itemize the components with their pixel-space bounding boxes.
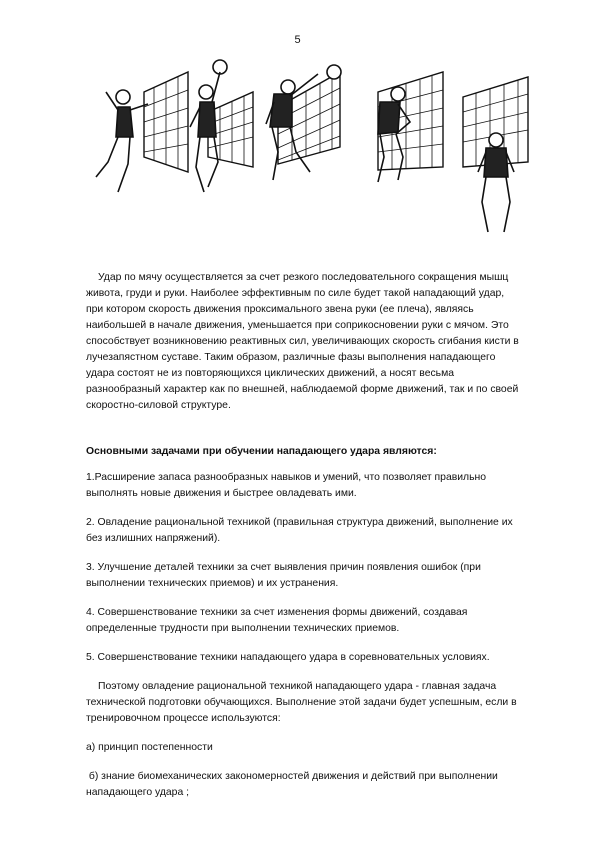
intro-line: разнообразный характер как по внешней, наблюдаемой форме движений, так и по своей — [86, 384, 519, 395]
principle-line: а) принцип постепенности — [86, 742, 213, 753]
task-line: 4. Совершенствование техники за счет изменения формы движений, создавая — [86, 607, 468, 618]
intro-line: наибольшей в начале движения, уменьшается при соприкосновении руки с мячом. Это — [86, 320, 509, 331]
principle-line: нападающего удара ; — [86, 787, 190, 798]
intro-line: удара состоят не из повторяющихся циклических движений, а носят весьма — [86, 368, 455, 379]
task-line: без излишних напряжений). — [86, 533, 221, 544]
tasks-section — [86, 444, 548, 814]
intro-line: лучезапястном суставе. Таким образом, различные фазы выполнения нападающего — [86, 352, 496, 363]
principle-b — [86, 769, 548, 801]
task-line: 2. Овладение рациональной техникой (правильная структура движений, выполнение их — [86, 517, 513, 528]
task-line: 3. Улучшение деталей техники за счет выявления причин появления ошибок (при — [86, 562, 481, 573]
task-line: определенные трудности при выполнении технических приемов. — [86, 623, 400, 634]
task-item — [86, 650, 548, 666]
player-3 — [266, 65, 341, 180]
task-line: 1.Расширение запаса разнообразных навыков и умений, что позволяет правильно — [86, 472, 487, 483]
task-item — [86, 470, 548, 502]
closing-line: тренировочном процессе используются: — [86, 713, 281, 724]
closing-line: Поэтому овладение рациональной техникой нападающего удара - главная задача — [98, 681, 497, 692]
intro-line: скоростно-силовой структуре. — [86, 400, 231, 411]
intro-line: при котором скорость движения проксимального звена руки (ее плеча), являясь — [86, 304, 474, 315]
task-item — [86, 560, 548, 592]
player-1 — [96, 90, 148, 192]
volleyball-attack-illustration — [78, 52, 538, 242]
net-1 — [144, 72, 188, 172]
task-line: выполнении технических приемов) и их устранения. — [86, 578, 339, 589]
tasks-heading: Основными задачами при обучении нападающего удара являются: — [86, 446, 437, 457]
intro-line: способствует возникновению реактивных сил, увеличивающих скорость сгибания кисти в — [86, 336, 519, 347]
player-5 — [478, 133, 514, 232]
player-2 — [190, 60, 227, 192]
task-item — [86, 515, 548, 547]
intro-paragraph — [86, 270, 548, 414]
principle-line: б) знание биомеханических закономерностей движения и действий при выполнении — [86, 771, 498, 782]
task-item — [86, 605, 548, 637]
intro-line: Удар по мячу осуществляется за счет резкого последовательного сокращения мышц — [98, 272, 509, 283]
task-line: 5. Совершенствование техники нападающего удара в соревновательных условиях. — [86, 652, 490, 663]
intro-line: живота, груди и руки. Наиболее эффективным по силе будет такой нападающий удар, — [86, 288, 505, 299]
principle-a — [86, 740, 548, 756]
closing-paragraph — [86, 679, 548, 727]
closing-line: технической подготовки обучающихся. Выполнение этой задачи будет успешным, если в — [86, 697, 517, 708]
volleyball-attack-phases-icon — [78, 52, 538, 242]
page-number: 5 — [294, 34, 301, 46]
task-line: выполнять новые движения и быстрее овладевать ими. — [86, 488, 357, 499]
